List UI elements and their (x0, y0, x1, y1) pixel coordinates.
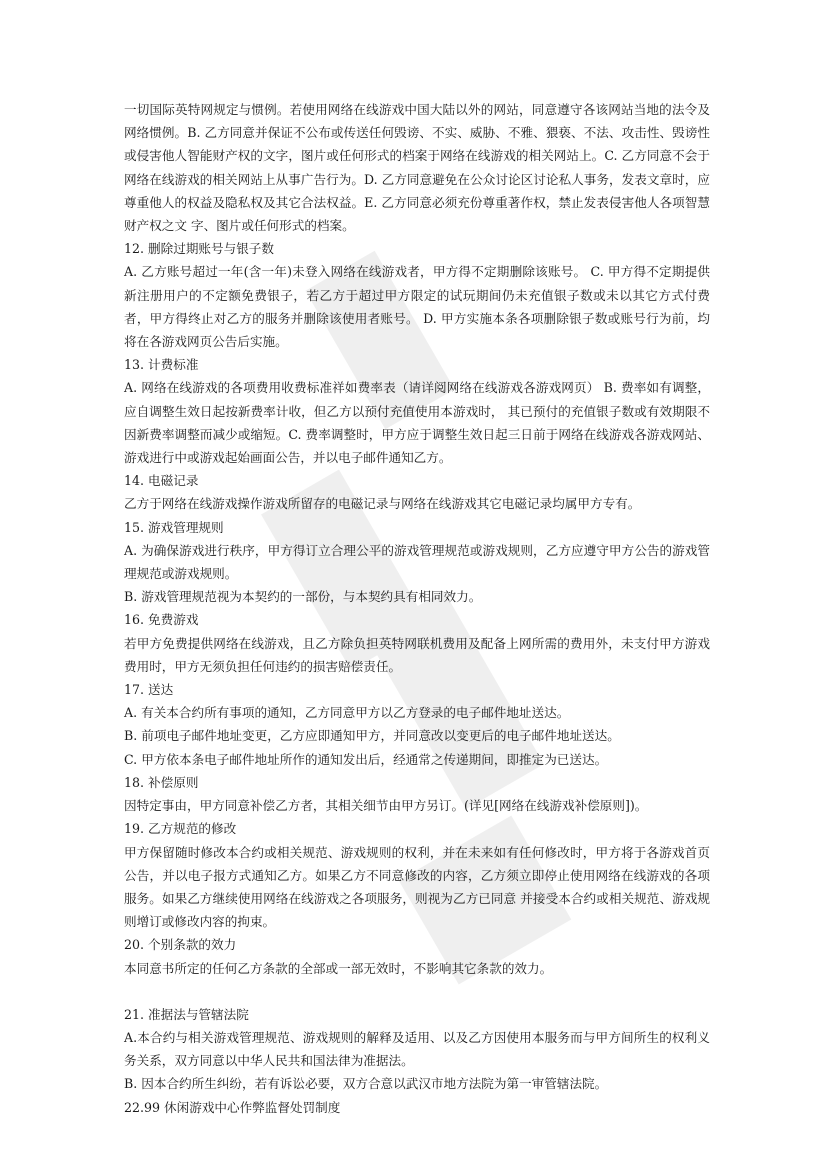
section-heading: 18. 补偿原则 (124, 774, 199, 790)
paragraph: B. 因本合约所生纠纷，若有诉讼必要，双方合意以武汉市地方法院为第一审管辖法院。 (124, 1076, 608, 1092)
paragraph: B. 前项电子邮件地址变更，乙方应即通知甲方，并同意改以变更后的电子邮件地址送达。 (124, 728, 620, 744)
paragraph: A.本合约与相关游戏管理规范、游戏规则的解释及适用、以及乙方因使用本服务而与甲方间所生的权利义务关系，双方同意以中华人民共和国法律为准据法。 (124, 1029, 710, 1069)
paragraph: A. 为确保游戏进行秩序，甲方得订立合理公平的游戏管理规范或游戏规则，乙方应遵守甲方公告的游戏管理规范或游戏规则。 (124, 542, 710, 582)
document-body (124, 98, 710, 1119)
paragraph: 本同意书所定的任何乙方条款的全部或一部无效时，不影响其它条款的效力。 (124, 960, 553, 976)
paragraph: C. 甲方依本条电子邮件地址所作的通知发出后，经通常之传递期间，即推定为已送达。 (124, 751, 608, 767)
paragraph: 甲方保留随时修改本合约或相关规范、游戏规则的权利，并在未来如有任何修改时，甲方将于各游戏首页公告，并以电子报方式通知乙方。如果乙方不同意修改的内容，乙方须立即停止使用网络在线游戏的各项服务。如果乙方继续使用网络在线游戏之各项服务，则视为乙方已同意 并接受本合约或相关规范、游戏规则增订或修改内容的拘束。 (124, 844, 710, 930)
paragraph: A. 网络在线游戏的各项费用收费标准祥如费率表（请详阅网络在线游戏各游戏网页） B. 费率如有调整，应自调整生效日起按新费率计收，但乙方以预付充值使用本游戏时， 其已预付的充值银子数或有效期限不因新费率调整而减少或缩短。C. 费率调整时，甲方应于调整生效日起三日前于网络在线游戏各游戏网站、游戏进行中或游戏起始画面公告，并以电子邮件通知乙方。 (124, 380, 710, 466)
section-heading: 19. 乙方规范的修改 (124, 821, 237, 837)
section-heading: 13. 计费标准 (124, 357, 199, 373)
paragraph: 乙方于网络在线游戏操作游戏所留存的电磁记录与网络在线游戏其它电磁记录均属甲方专有。 (124, 496, 641, 512)
paragraph: B. 游戏管理规范视为本契约的一部份，与本契约具有相同效力。 (124, 589, 482, 605)
section-heading: 21. 准据法与管辖法院 (124, 1006, 249, 1022)
paragraph: 一切国际英特网规定与惯例。若使用网络在线游戏中国大陆以外的网站，同意遵守各该网站当地的法令及网络惯例。B. 乙方同意并保证不公布或传送任何毁谤、不实、威胁、不雅、猥亵、不法、攻击性、毁谤性或侵害他人智能财产权的文字，图片或任何形式的档案于网络在线游戏的相关网站上。C. 乙方同意不会于网络在线游戏的相关网站上从事广告行为。D. 乙方同意避免在公众讨论区讨论私人事务，发表文章时，应尊重他人的权益及隐私权及其它合法权益。E. 乙方同意必须充份尊重著作权，禁止发表侵害他人各项智慧财产权之文 字、图片或任何形式的档案。 (124, 102, 710, 234)
paragraph: A. 乙方账号超过一年(含一年)未登入网络在线游戏者，甲方得不定期删除该账号。 C. 甲方得不定期提供新注册用户的不定额免费银子，若乙方于超过甲方限定的试玩期间仍未充值银子数或未以其它方式付费者，甲方得终止对乙方的服务并删除该使用者账号。 D. 甲方实施本条各项删除银子数或账号行为前，均将在各游戏网页公告后实施。 (124, 264, 710, 350)
paragraph: A. 有关本合约所有事项的通知，乙方同意甲方以乙方登录的电子邮件地址送达。 (124, 705, 570, 721)
section-heading: 15. 游戏管理规则 (124, 519, 224, 535)
section-heading: 20. 个别条款的效力 (124, 937, 237, 953)
paragraph: 若甲方免费提供网络在线游戏，且乙方除负担英特网联机费用及配备上网所需的费用外，未支付甲方游戏费用时，甲方无须负担任何违约的损害赔偿责任。 (124, 635, 710, 674)
paragraph: 因特定事由，甲方同意补偿乙方者，其相关细节由甲方另订。(详见[网络在线游戏补偿原则])。 (124, 798, 648, 814)
section-heading: 17. 送达 (124, 682, 174, 698)
section-heading: 12. 删除过期账号与银子数 (124, 241, 274, 257)
section-heading: 16. 免费游戏 (124, 612, 199, 628)
blank-line (124, 980, 710, 1003)
section-heading: 14. 电磁记录 (124, 473, 199, 489)
section-heading: 22.99 休闲游戏中心作弊监督处罚制度 (124, 1099, 341, 1115)
